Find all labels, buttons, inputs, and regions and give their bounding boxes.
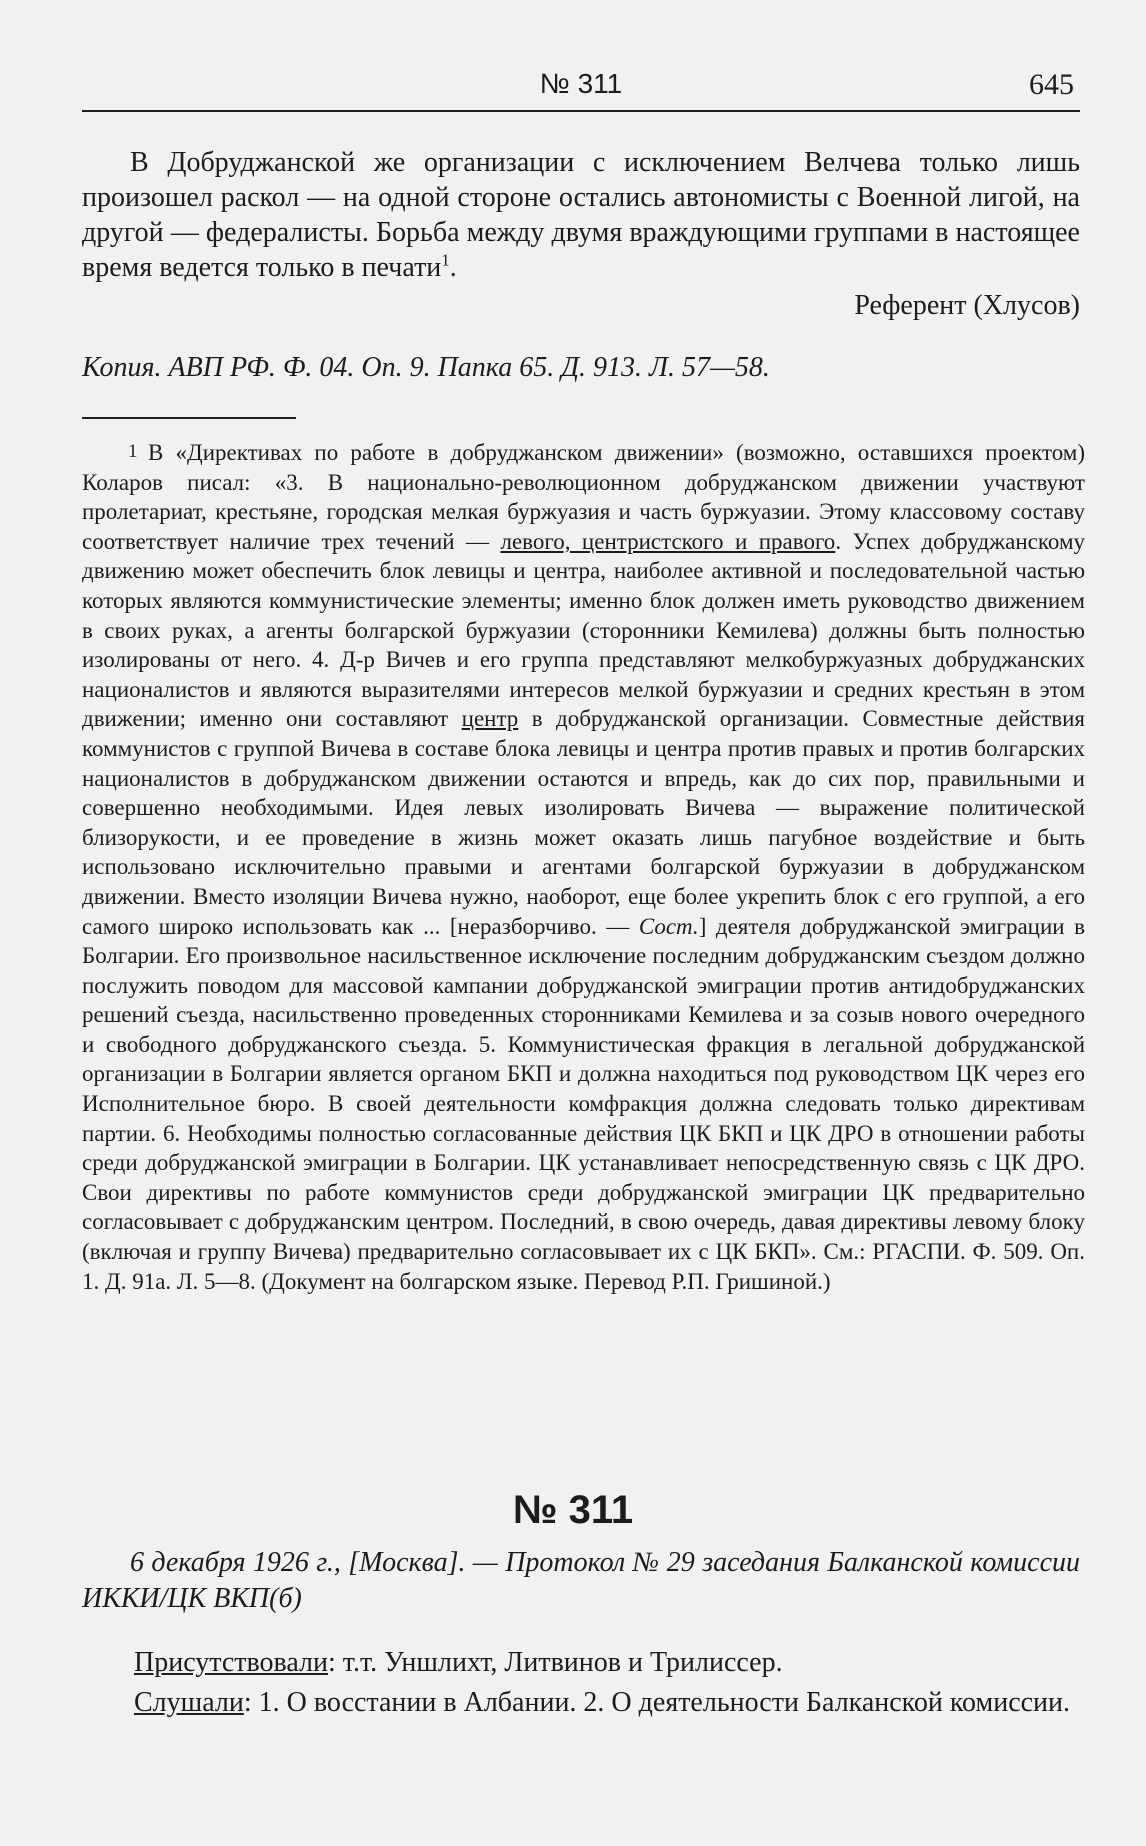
footnote-part: . Успех добруджанскому движению может обеспечить блок левицы и центра, наиболее активной и последовательной частью которых являются коммунистические элементы; именно блок должен иметь руководство движением в своих руках, а агенты болгарской буржуазии (сторонники Кемилева) должны быть полностью изолированы от него. 4. Д-р Вичев и его группа представляют мелкобуржуазных добруджанских националистов и являются выразителями интересов мелкой буржуазии и средних крестьян в этом движении; именно они составляют [82, 528, 1085, 732]
document-number-heading: № 311 [512, 1488, 634, 1532]
footnote-underlined-word: центр [461, 706, 519, 732]
footnote-mark: 1 [128, 441, 138, 462]
footnote-text [82, 438, 1085, 1296]
attendees-label: Присутствовали [134, 1647, 329, 1678]
footnote-italic-note: Сост. [638, 913, 699, 939]
document-title: 6 декабря 1926 г., [Москва]. — Протокол № 29 заседания Балканской комиссии ИККИ/ЦК ВКП(б) [82, 1547, 1080, 1614]
footnote-part: В «Директивах по работе в добруджанском движении» (возможно, оставшихся проектом) Коларов писал: «3. В национально-революционном добруджанском движении участвуют пролетариат, крестьяне, городская мелкая буржуазия и часть буржуазии. Этому классовому составу соответствует наличие трех течений — [82, 440, 1085, 554]
agenda-line [82, 1685, 1080, 1721]
footnote-part: ] деятеля добруджанской эмиграции в Болгарии. Его произвольное насильственное исключение последним добруджанским съездом должно послужить поводом для массовой кампании добруджанской эмиграции против антидобруджанских решений съезда, насильственно проведенных сторонниками Кемилева и за созыв нового очередного и свободного добруджанского съезда. 5. Коммунистическая фракция в легальной добруджанской организации в Болгарии является органом БКП и должна находиться под руководством ЦК через его Исполнительное бюро. В своей деятельности комфракция должна следовать только директивам партии. 6. Необходимы полностью согласованные действия ЦК БКП и ЦК ДРО в отношении работы среди добруджанской эмиграции в Болгарии. ЦК устанавливает непосредственную связь с ЦК ДРО. Свои директивы по работе коммунистов среди добруджанской эмиграции ЦК предварительно согласовывает с добруджанским центром. Последний, в свою очередь, давая директивы левому блоку (включая и группу Вичева) предварительно согласовывает их с ЦК БКП». См.: РГАСПИ. Ф. 509. Оп. 1. Д. 91а. Л. 5—8. (Документ на болгарском языке. Перевод Р.П. Гришиной.) [82, 913, 1085, 1294]
page-header [82, 68, 1080, 112]
agenda-label: Слушали [134, 1687, 244, 1718]
body-paragraph [82, 145, 1080, 285]
signature: Референт (Хлусов) [854, 290, 1080, 321]
archive-source: Копия. АВП РФ. Ф. 04. Оп. 9. Папка 65. Д. 913. Л. 57—58. [82, 352, 770, 383]
footnote-part: в добруджанской организации. Совместные действия коммунистов с группой Вичева в составе блока левицы и центра против правых и против болгарских националистов в добруджанском движении остаются и впредь, как до сих пор, правильными и совершенно необходимыми. Идея левых изолировать Вичева — выражение политической близорукости, и ее проведение в жизнь может оказать лишь пагубное воздействие и быть использовано исключительно правыми и агентами болгарской буржуазии в добруджанском движении. Вместо изоляции Вичева нужно, наоборот, еще более укрепить блок с его группой, а его самого широко использовать как ... [неразборчиво. — [82, 706, 1085, 939]
footnote-divider [82, 417, 296, 419]
header-page-number: 645 [1029, 68, 1074, 101]
attendees-text: : т.т. Уншлихт, Литвинов и Трилиссер. [328, 1647, 783, 1678]
body-paragraph-text: В Добруджанской же организации с исключением Велчева только лишь произошел раскол — на одной стороне остались автономисты с Военной лигой, на другой — федералисты. Борьба между двумя враждующими группами в настоящее время ведется только в печати [82, 147, 1080, 283]
attendees-line [134, 1647, 783, 1679]
footnote-underlined-phrase: левого, центристского и правого [500, 528, 836, 554]
footnote-reference: 1 [441, 250, 450, 270]
agenda-text: : 1. О восстании в Албании. 2. О деятельности Балканской комиссии. [243, 1687, 1071, 1718]
header-document-number: № 311 [539, 68, 623, 99]
body-paragraph-end: . [449, 252, 457, 283]
